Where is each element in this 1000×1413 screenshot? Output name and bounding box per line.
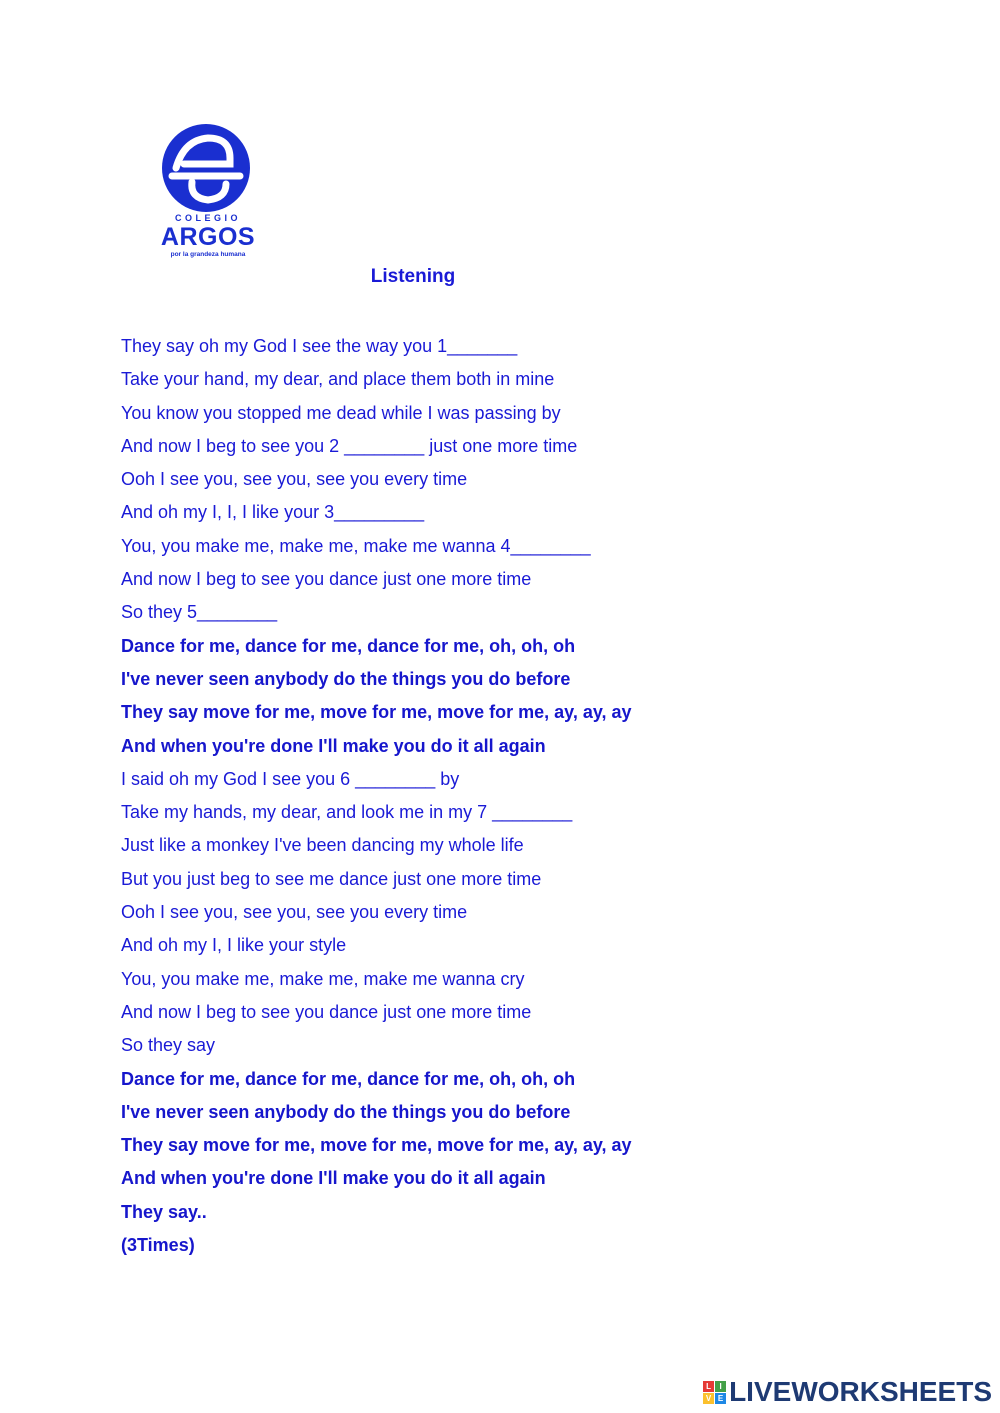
lyric-line: You, you make me, make me, make me wanna cry [121,968,525,989]
lyric-line: I've never seen anybody do the things you do before [121,1101,571,1122]
lyric-line: They say.. [121,1201,207,1222]
lyric-line: I said oh my God I see you 6 ________ by [121,768,460,789]
lyric-line: And oh my I, I, I like your 3_________ [121,502,425,523]
lyric-line: Ooh I see you, see you, see you every time [121,469,468,490]
watermark-block: I [715,1381,726,1392]
lyric-line: And now I beg to see you dance just one more time [121,1001,532,1022]
lyric-line: And when you're done I'll make you do it all again [121,1168,546,1189]
lyric-line: Just like a monkey I've been dancing my whole life [121,835,524,856]
lyric-line: They say oh my God I see the way you 1_______ [121,336,518,356]
lyric-line: So they say [121,1035,216,1056]
lyric-line: So they 5________ [121,602,278,623]
lyric-line: Dance for me, dance for me, dance for me, oh, oh, oh [121,1068,576,1089]
lyric-line: And now I beg to see you 2 ________ just one more time [121,435,578,456]
school-logo [156,124,260,264]
lyric-line: And now I beg to see you dance just one more time [121,569,532,590]
lyric-line: (3Times) [121,1235,195,1256]
argos-emblem-icon [156,124,260,214]
lyric-line: You, you make me, make me, make me wanna 4________ [121,535,591,556]
lyric-line: Take my hands, my dear, and look me in my 7 ________ [121,802,573,823]
lyric-line: And oh my I, I like your style [121,935,347,956]
lyric-line: They say move for me, move for me, move for me, ay, ay, ay [121,702,632,723]
watermark-block: V [703,1393,714,1404]
watermark-block: L [703,1381,714,1392]
lyric-line: And when you're done I'll make you do it all again [121,735,546,756]
watermark-block: E [715,1393,726,1404]
lyric-line: Dance for me, dance for me, dance for me, oh, oh, oh [121,635,576,656]
lyric-line: You know you stopped me dead while I was passing by [121,402,561,423]
lyric-line: They say move for me, move for me, move for me, ay, ay, ay [121,1135,632,1156]
logo-school-name: ARGOS [160,223,256,251]
liveworksheets-logo-icon [703,1381,726,1404]
page-title: Listening [370,266,456,287]
lyric-line: Ooh I see you, see you, see you every time [121,902,468,923]
lyric-line: Take your hand, my dear, and place them both in mine [121,369,555,390]
lyric-line: I've never seen anybody do the things you do before [121,668,571,689]
logo-tagline: por la grandeza humana [170,251,246,258]
lyric-line: But you just beg to see me dance just one more time [121,868,542,889]
lyrics-list [121,333,921,1265]
watermark-text: LIVEWORKSHEETS [729,1376,992,1407]
liveworksheets-watermark [703,1377,992,1407]
logo-colegio-text: COLEGIO [174,213,241,223]
